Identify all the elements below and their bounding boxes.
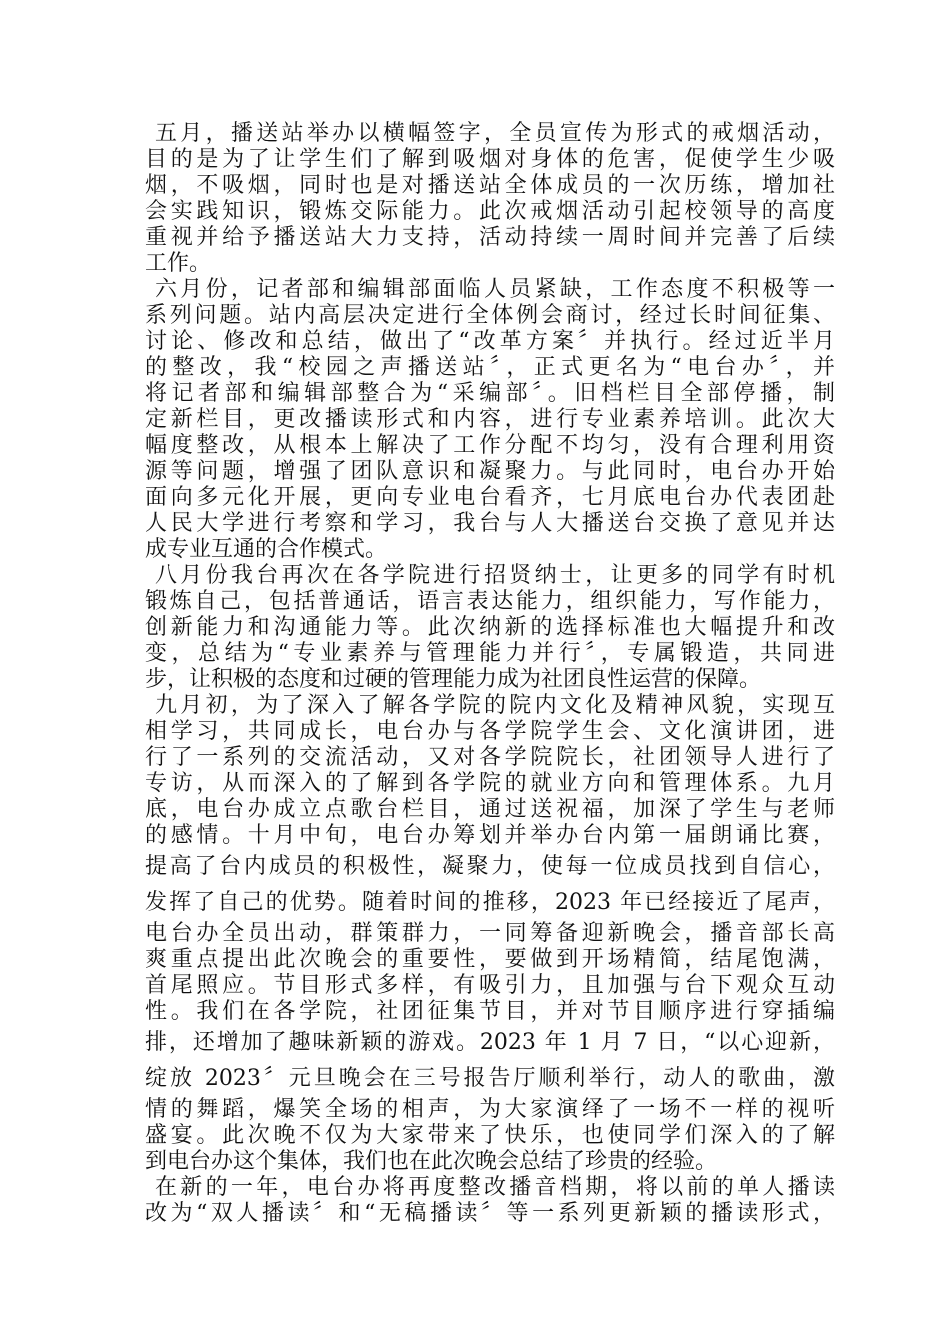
text-line: 八月份我台再次在各学院进行招贤纳士，让更多的同学有时机 — [155, 563, 835, 588]
text-line: 提高了台内成员的积极性，凝聚力，使每一位成员找到自信心， — [145, 854, 835, 879]
text-line: 创新能力和沟通能力等。此次纳新的选择标准也大幅提升和改 — [145, 615, 835, 640]
text-line: 工作。 — [145, 251, 212, 276]
text-line: 会实践知识，锻炼交际能力。此次戒烟活动引起校领导的高度 — [145, 199, 835, 224]
paragraph — [145, 121, 835, 277]
text-line: 五月，播送站举办以横幅签字，全员宣传为形式的戒烟活动， — [155, 121, 835, 146]
text-line: 目的是为了让学生们了解到吸烟对身体的危害，促使学生少吸 — [145, 147, 835, 172]
text-line: 排，还增加了趣味新颖的游戏。2023 年 1 月 7 日，“以心迎新， — [145, 1030, 835, 1055]
text-line: 盛宴。此次晚不仅为大家带来了快乐，也使同学们深入的了解 — [145, 1123, 835, 1148]
paragraph — [145, 693, 835, 1175]
text-line: 源等问题，增强了团队意识和凝聚力。与此同时，电台办开始 — [145, 459, 835, 484]
text-line: 的整改，我“校园之声播送站〞，正式更名为“电台办〞，并 — [145, 355, 835, 380]
text-line: 底，电台办成立点歌台栏目，通过送祝福，加深了学生与老师 — [145, 797, 835, 822]
text-line: 绽放 2023〞元旦晚会在三号报告厅顺利举行，动人的歌曲，激 — [145, 1066, 835, 1091]
text-line: 的感情。十月中旬，电台办筹划并举办台内第一届朗诵比赛， — [145, 823, 835, 848]
text-line: 专访，从而深入的了解到各学院的就业方向和管理体系。九月 — [145, 771, 835, 796]
text-line: 发挥了自己的优势。随着时间的推移，2023 年已经接近了尾声， — [145, 890, 835, 915]
text-line: 首尾照应。节目形式多样，有吸引力，且加强与台下观众互动 — [145, 973, 835, 998]
paragraph — [145, 277, 835, 563]
text-line: 讨论、修改和总结，做出了“改革方案〞并执行。经过近半月 — [145, 329, 835, 354]
text-line: 人民大学进行考察和学习，我台与人大播送台交换了意见并达 — [145, 511, 835, 536]
text-line: 六月份，记者部和编辑部面临人员紧缺，工作态度不积极等一 — [155, 277, 835, 302]
document-body — [145, 121, 835, 1227]
text-line: 锻炼自己，包括普通话，语言表达能力，组织能力，写作能力， — [145, 589, 835, 614]
text-line: 变，总结为“专业素养与管理能力并行〞，专属锻造，共同进 — [145, 641, 835, 666]
text-line: 重视并给予播送站大力支持，活动持续一周时间并完善了后续 — [145, 225, 835, 250]
text-line: 烟，不吸烟，同时也是对播送站全体成员的一次历练，增加社 — [145, 173, 835, 198]
paragraph — [145, 1175, 835, 1227]
text-line: 将记者部和编辑部整合为“采编部〞。旧档栏目全部停播，制 — [145, 381, 835, 406]
text-line: 行了一系列的交流活动，又对各学院院长，社团领导人进行了 — [145, 745, 835, 770]
text-line: 相学习，共同成长，电台办与各学院学生会、文化演讲团，进 — [145, 719, 835, 744]
text-line: 幅度整改，从根本上解决了工作分配不均匀，没有合理利用资 — [145, 433, 835, 458]
text-line: 步，让积极的态度和过硬的管理能力成为社团良性运营的保障。 — [145, 667, 762, 692]
text-line: 性。我们在各学院，社团征集节目，并对节目顺序进行穿插编 — [145, 999, 835, 1024]
text-line: 系列问题。站内高层决定进行全体例会商讨，经过长时间征集、 — [145, 303, 835, 328]
text-line: 在新的一年，电台办将再度整改播音档期，将以前的单人播读 — [155, 1175, 835, 1200]
text-line: 情的舞蹈，爆笑全场的相声，为大家演绎了一场不一样的视听 — [145, 1097, 835, 1122]
text-line: 电台办全员出动，群策群力，一同筹备迎新晚会，播音部长高 — [145, 921, 835, 946]
text-line: 到电台办这个集体，我们也在此次晚会总结了珍贵的经验。 — [145, 1149, 718, 1174]
text-line: 成专业互通的合作模式。 — [145, 537, 388, 562]
text-line: 爽重点提出此次晚会的重要性，要做到开场精简，结尾饱满， — [145, 947, 835, 972]
text-line: 定新栏目，更改播读形式和内容，进行专业素养培训。此次大 — [145, 407, 835, 432]
text-line: 面向多元化开展，更向专业电台看齐，七月底电台办代表团赴 — [145, 485, 835, 510]
paragraph — [145, 563, 835, 693]
text-line: 九月初，为了深入了解各学院的院内文化及精神风貌，实现互 — [155, 693, 835, 718]
text-line: 改为“双人播读〞和“无稿播读〞等一系列更新颖的播读形式， — [145, 1201, 835, 1226]
